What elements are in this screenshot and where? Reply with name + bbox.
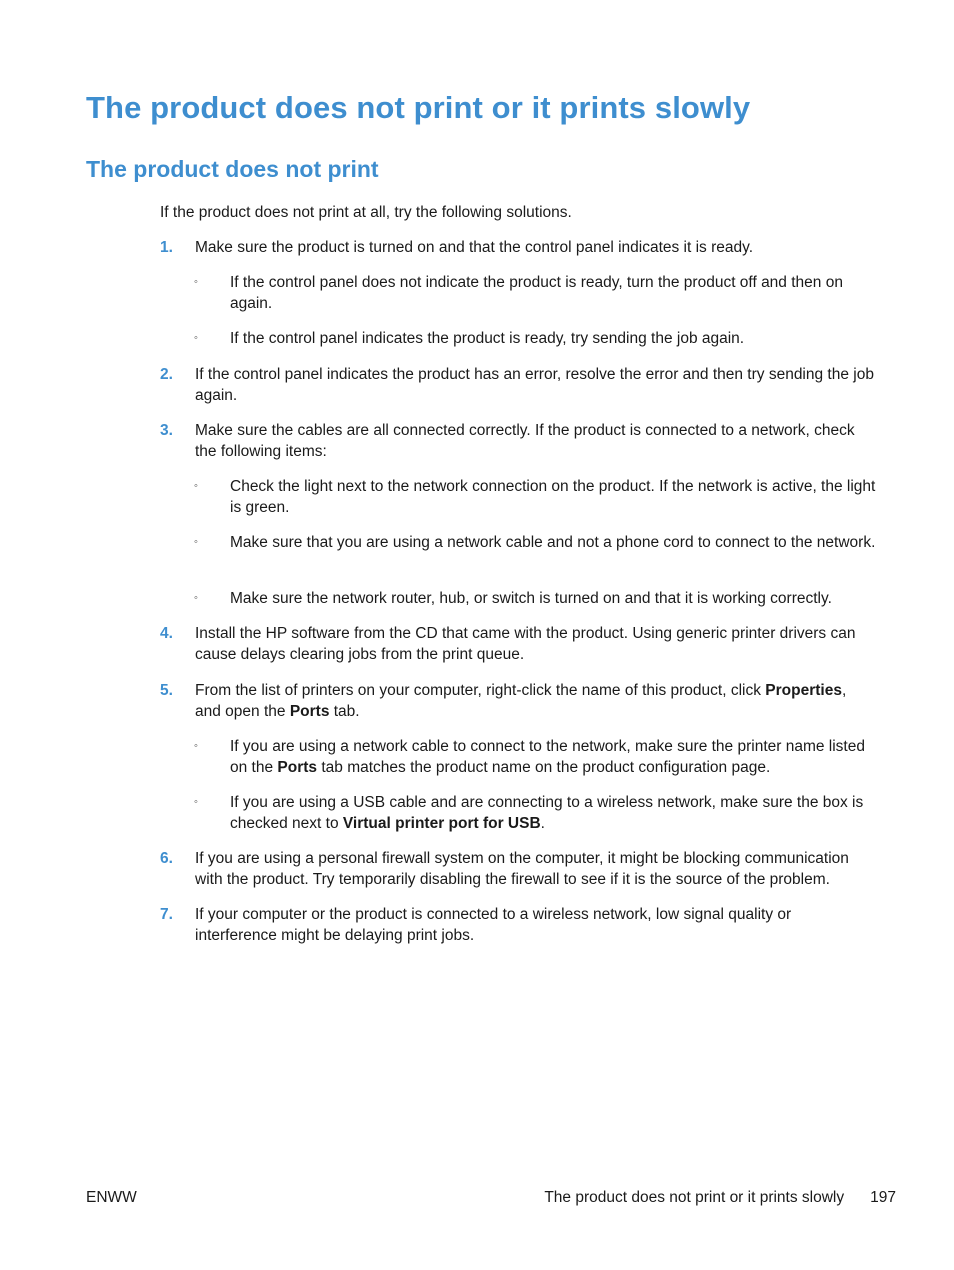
sub-item [194, 588, 876, 609]
step-text-part: tab. [329, 703, 360, 720]
step-text: Make sure the product is turned on and that the control panel indicates it is ready. [195, 239, 754, 256]
sub-item-text [230, 792, 876, 834]
bullet-icon: ◦ [194, 332, 198, 344]
sub-text-part: . [540, 815, 545, 832]
footer-right [544, 1189, 896, 1207]
sub-item [194, 792, 876, 834]
sub-item-text: Check the light next to the network connection on the product. If the network is active, the light is green. [230, 478, 876, 516]
step-text-part: From the list of printers on your computer, right-click the name of this product, click [195, 682, 766, 699]
bullet-icon: ◦ [194, 536, 198, 548]
page-number: 197 [870, 1189, 896, 1206]
section-heading: The product does not print [86, 156, 379, 182]
bullet-icon: ◦ [194, 480, 198, 492]
sub-text-part: If you are using a network cable to connect to the network, make sure the printer name listed on the [230, 738, 865, 776]
virtual-port-label: Virtual printer port for USB [342, 815, 541, 832]
properties-label: Properties [765, 682, 842, 699]
bullet-icon: ◦ [194, 592, 198, 604]
bullet-icon: ◦ [194, 740, 198, 752]
page-title: The product does not print or it prints slowly [86, 90, 751, 125]
sub-item [194, 532, 876, 553]
step-number: 2. [160, 366, 173, 383]
step-number: 7. [160, 906, 173, 923]
sub-text-part: If you are using a USB cable and are connecting to a wireless network, make sure the box is checked next to [230, 794, 864, 832]
ports-label: Ports [289, 703, 330, 720]
step-text: Make sure the cables are all connected correctly. If the product is connected to a network, check the following items: [195, 422, 855, 460]
step-text-part: , and open the [195, 682, 847, 720]
sub-item [194, 272, 876, 314]
sub-item [194, 476, 876, 518]
footer-chapter-title: The product does not print or it prints slowly [544, 1189, 845, 1206]
step-1 [160, 237, 876, 258]
step-7 [160, 904, 876, 946]
step-3 [160, 420, 876, 462]
step-6 [160, 848, 876, 890]
ports-label: Ports [277, 759, 318, 776]
bullet-icon: ◦ [194, 276, 198, 288]
sub-item-text: Make sure the network router, hub, or switch is turned on and that it is working correctly. [230, 590, 832, 607]
footer-enww: ENWW [86, 1189, 137, 1206]
step-text: Install the HP software from the CD that came with the product. Using generic printer drivers can cause delays clearing jobs from the print queue. [195, 625, 856, 663]
step-number: 3. [160, 422, 173, 439]
sub-item [194, 328, 876, 349]
step-text: If your computer or the product is connected to a wireless network, low signal quality or interference might be delaying print jobs. [195, 906, 792, 944]
sub-item-text: If the control panel indicates the product is ready, try sending the job again. [230, 330, 745, 347]
step-text: If you are using a personal firewall system on the computer, it might be blocking communication with the product. Try temporarily disabling the firewall to see if it is the source of the problem. [195, 850, 849, 888]
intro-text: If the product does not print at all, try the following solutions. [160, 204, 572, 221]
step-number: 4. [160, 625, 173, 642]
sub-item-text: If the control panel does not indicate the product is ready, turn the product off and then on again. [230, 274, 843, 312]
step-4 [160, 623, 876, 665]
sub-item-text [230, 736, 876, 778]
step-text: If the control panel indicates the product has an error, resolve the error and then try sending the job again. [195, 366, 874, 404]
bullet-icon: ◦ [194, 796, 198, 808]
step-2 [160, 364, 876, 406]
sub-text-part: tab matches the product name on the product configuration page. [317, 759, 771, 776]
step-number: 5. [160, 682, 173, 699]
step-5 [160, 680, 876, 722]
step-number: 1. [160, 239, 173, 256]
sub-item [194, 736, 876, 778]
step-text [195, 680, 876, 722]
step-number: 6. [160, 850, 173, 867]
sub-item-text: Make sure that you are using a network cable and not a phone cord to connect to the network. [230, 534, 876, 551]
